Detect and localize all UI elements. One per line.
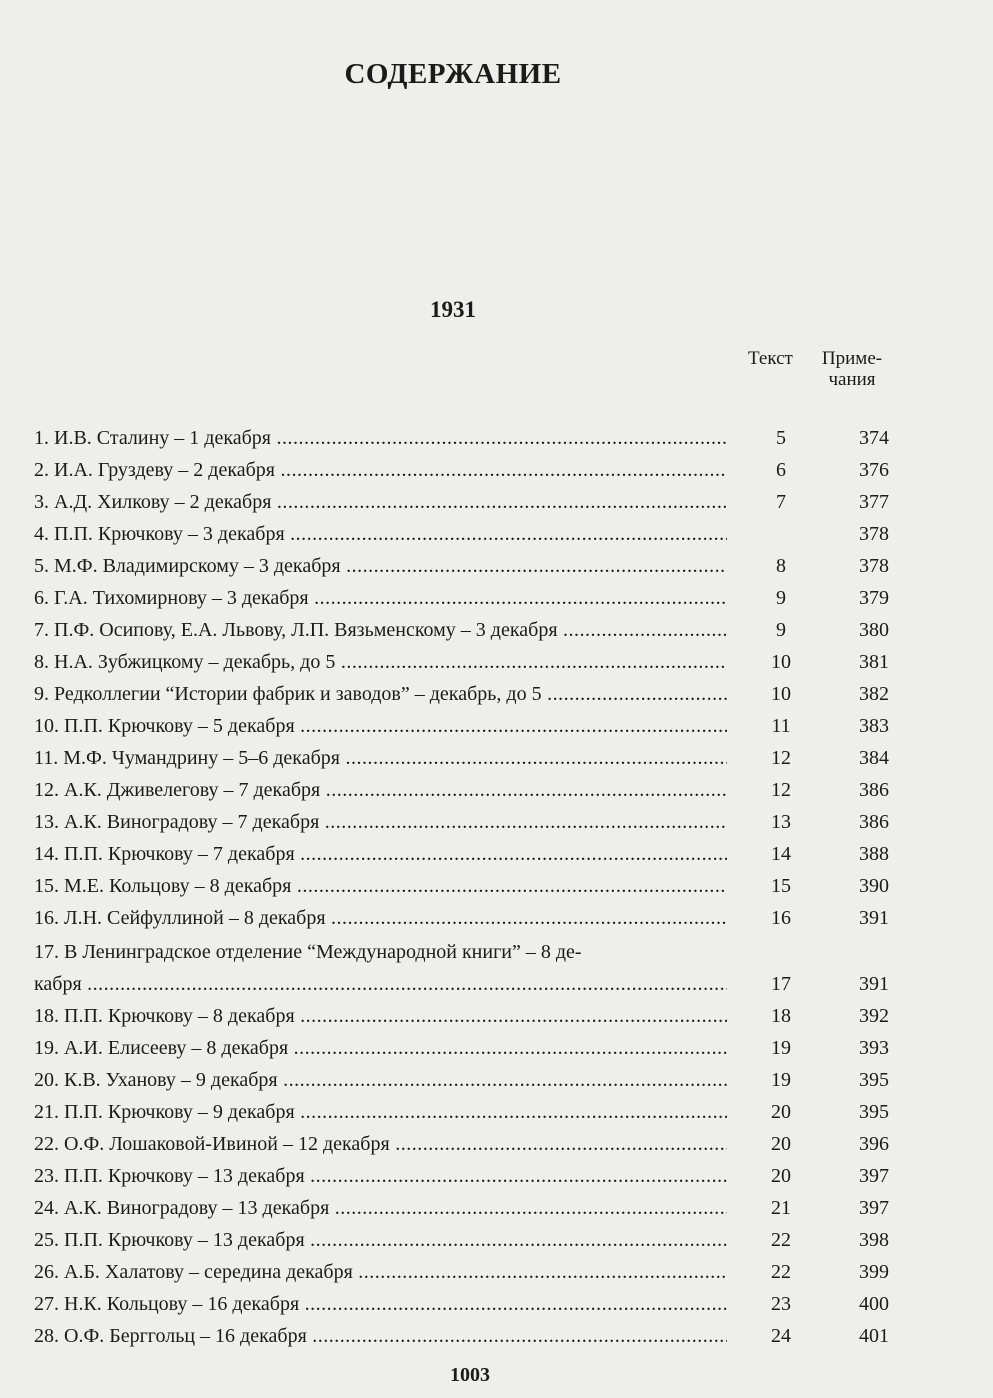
entry-note-page: 393: [859, 1037, 889, 1059]
entry-page: 23: [771, 1293, 791, 1315]
entry-title: 12. А.К. Дживелегову – 7 декабря .....: [34, 779, 727, 801]
toc-entry[interactable]: [34, 907, 894, 929]
entry-title: 15. М.Е. Кольцову – 8 декабря .....: [34, 875, 727, 897]
toc-entry[interactable]: [34, 875, 894, 897]
entry-note-page: 378: [859, 555, 889, 577]
entry-title: 21. П.П. Крючкову – 9 декабря .....: [34, 1101, 727, 1123]
entry-page: 18: [771, 1005, 791, 1027]
entry-note-page: 397: [859, 1165, 889, 1187]
toc-entry[interactable]: [34, 941, 894, 963]
toc-entry[interactable]: [34, 1325, 894, 1347]
column-header-notes-line2: чания: [828, 369, 876, 390]
entry-note-page: 390: [859, 875, 889, 897]
entry-page: 19: [771, 1037, 791, 1059]
column-header-notes-line1: Приме-: [821, 348, 883, 369]
entry-note-page: 374: [859, 427, 889, 449]
entry-title: 26. А.Б. Халатову – середина декабря .....: [34, 1261, 727, 1283]
entry-page: 15: [771, 875, 791, 897]
entry-note-page: 386: [859, 811, 889, 833]
entry-page: 20: [771, 1101, 791, 1123]
entry-note-page: 379: [859, 587, 889, 609]
year-heading: 1931: [430, 297, 476, 322]
entry-page: 22: [771, 1261, 791, 1283]
page-number: 1003: [450, 1364, 490, 1386]
entry-page: 8: [776, 555, 786, 577]
toc-entry[interactable]: [34, 1261, 894, 1283]
entry-page: 12: [771, 747, 791, 769]
entry-title: 27. Н.К. Кольцову – 16 декабря .....: [34, 1293, 727, 1315]
entry-page: 10: [771, 683, 791, 705]
entry-page: 21: [771, 1197, 791, 1219]
toc-entry[interactable]: [34, 747, 894, 769]
entry-title: 25. П.П. Крючкову – 13 декабря .....: [34, 1229, 727, 1251]
entry-note-page: 391: [859, 973, 889, 995]
toc-entry[interactable]: [34, 1037, 894, 1059]
entry-note-page: 386: [859, 779, 889, 801]
entry-note-page: 380: [859, 619, 889, 641]
entry-title: 4. П.П. Крючкову – 3 декабря .....: [34, 523, 727, 545]
entry-title: 16. Л.Н. Сейфуллиной – 8 декабря .....: [34, 907, 727, 929]
entry-note-page: 376: [859, 459, 889, 481]
toc-entry[interactable]: [34, 843, 894, 865]
entry-page: 7: [776, 491, 786, 513]
entry-page: 13: [771, 811, 791, 833]
toc-entry[interactable]: [34, 683, 894, 705]
entry-page: 14: [771, 843, 791, 865]
entry-page: 16: [771, 907, 791, 929]
toc-entry[interactable]: [34, 1069, 894, 1091]
entry-title: 2. И.А. Груздеву – 2 декабря .....: [34, 459, 727, 481]
entry-note-page: 378: [859, 523, 889, 545]
entry-note-page: 382: [859, 683, 889, 705]
entry-title: 18. П.П. Крючкову – 8 декабря .....: [34, 1005, 727, 1027]
entry-page: 9: [776, 619, 786, 641]
toc-entry[interactable]: [34, 427, 894, 449]
entry-note-page: 388: [859, 843, 889, 865]
toc-entry[interactable]: [34, 651, 894, 673]
toc-entry[interactable]: [34, 779, 894, 801]
entry-title: 1. И.В. Сталину – 1 декабря .....: [34, 427, 727, 449]
toc-entry[interactable]: [34, 587, 894, 609]
entry-note-page: 395: [859, 1069, 889, 1091]
toc-entry[interactable]: [34, 1197, 894, 1219]
entry-title: 23. П.П. Крючкову – 13 декабря .....: [34, 1165, 727, 1187]
entry-note-page: 377: [859, 491, 889, 513]
toc-entry[interactable]: [34, 1293, 894, 1315]
entry-note-page: 399: [859, 1261, 889, 1283]
toc-entry[interactable]: [34, 1165, 894, 1187]
entry-title: 20. К.В. Уханову – 9 декабря .....: [34, 1069, 727, 1091]
entry-page: 12: [771, 779, 791, 801]
toc-entry[interactable]: [34, 555, 894, 577]
entry-title: 3. А.Д. Хилкову – 2 декабря .....: [34, 491, 727, 513]
entry-title: кабря .....: [34, 973, 727, 995]
entry-title: 22. О.Ф. Лошаковой-Ивиной – 12 декабря .....: [34, 1133, 727, 1155]
toc-entry[interactable]: [34, 619, 894, 641]
toc-entry[interactable]: [34, 811, 894, 833]
entry-title: 9. Редколлегии “Истории фабрик и заводов” – декабрь, до 5 .....: [34, 683, 727, 705]
toc-entry[interactable]: [34, 1005, 894, 1027]
entry-page: 6: [776, 459, 786, 481]
entry-page: 11: [771, 715, 791, 737]
entry-title: 10. П.П. Крючкову – 5 декабря .....: [34, 715, 727, 737]
page-title: СОДЕРЖАНИЕ: [344, 58, 562, 90]
entry-page: 9: [776, 587, 786, 609]
entry-note-page: 401: [859, 1325, 889, 1347]
toc-entry[interactable]: [34, 459, 894, 481]
entry-note-page: 392: [859, 1005, 889, 1027]
entry-note-page: 391: [859, 907, 889, 929]
entry-page: 19: [771, 1069, 791, 1091]
entry-page: 5: [776, 427, 786, 449]
entry-note-page: 398: [859, 1229, 889, 1251]
toc-entry[interactable]: [34, 523, 894, 545]
entry-title: 14. П.П. Крючкову – 7 декабря .....: [34, 843, 727, 865]
entry-note-page: 396: [859, 1133, 889, 1155]
toc-entry[interactable]: [34, 1133, 894, 1155]
column-header-text: Текст: [748, 348, 793, 369]
entry-title: 17. В Ленинградское отделение “Международной книги” – 8 де-: [34, 941, 582, 963]
entry-title: 11. М.Ф. Чумандрину – 5–6 декабря .....: [34, 747, 727, 769]
toc-entry-continuation[interactable]: [34, 973, 894, 995]
toc-entry[interactable]: [34, 491, 894, 513]
toc-entry[interactable]: [34, 1229, 894, 1251]
entry-page: 20: [771, 1133, 791, 1155]
entry-title: 5. М.Ф. Владимирскому – 3 декабря .....: [34, 555, 727, 577]
entry-title: 24. А.К. Виноградову – 13 декабря .....: [34, 1197, 727, 1219]
entry-title: 8. Н.А. Зубжицкому – декабрь, до 5 .....: [34, 651, 727, 673]
entry-note-page: 400: [859, 1293, 889, 1315]
entry-title: 6. Г.А. Тихомирнову – 3 декабря .....: [34, 587, 727, 609]
entry-title: 28. О.Ф. Берггольц – 16 декабря .....: [34, 1325, 727, 1347]
toc-entry[interactable]: [34, 715, 894, 737]
entry-page: 20: [771, 1165, 791, 1187]
entry-title: 7. П.Ф. Осипову, Е.А. Львову, Л.П. Вязьменскому – 3 декабря .....: [34, 619, 727, 641]
entry-page: 17: [771, 973, 791, 995]
entry-note-page: 397: [859, 1197, 889, 1219]
entry-page: 24: [771, 1325, 791, 1347]
entry-page: 22: [771, 1229, 791, 1251]
entry-note-page: 384: [859, 747, 889, 769]
entry-note-page: 395: [859, 1101, 889, 1123]
entry-note-page: 383: [859, 715, 889, 737]
entry-page: 10: [771, 651, 791, 673]
entry-title: 19. А.И. Елисееву – 8 декабря .....: [34, 1037, 727, 1059]
entry-title: 13. А.К. Виноградову – 7 декабря .....: [34, 811, 727, 833]
toc-entry[interactable]: [34, 1101, 894, 1123]
entry-note-page: 381: [859, 651, 889, 673]
